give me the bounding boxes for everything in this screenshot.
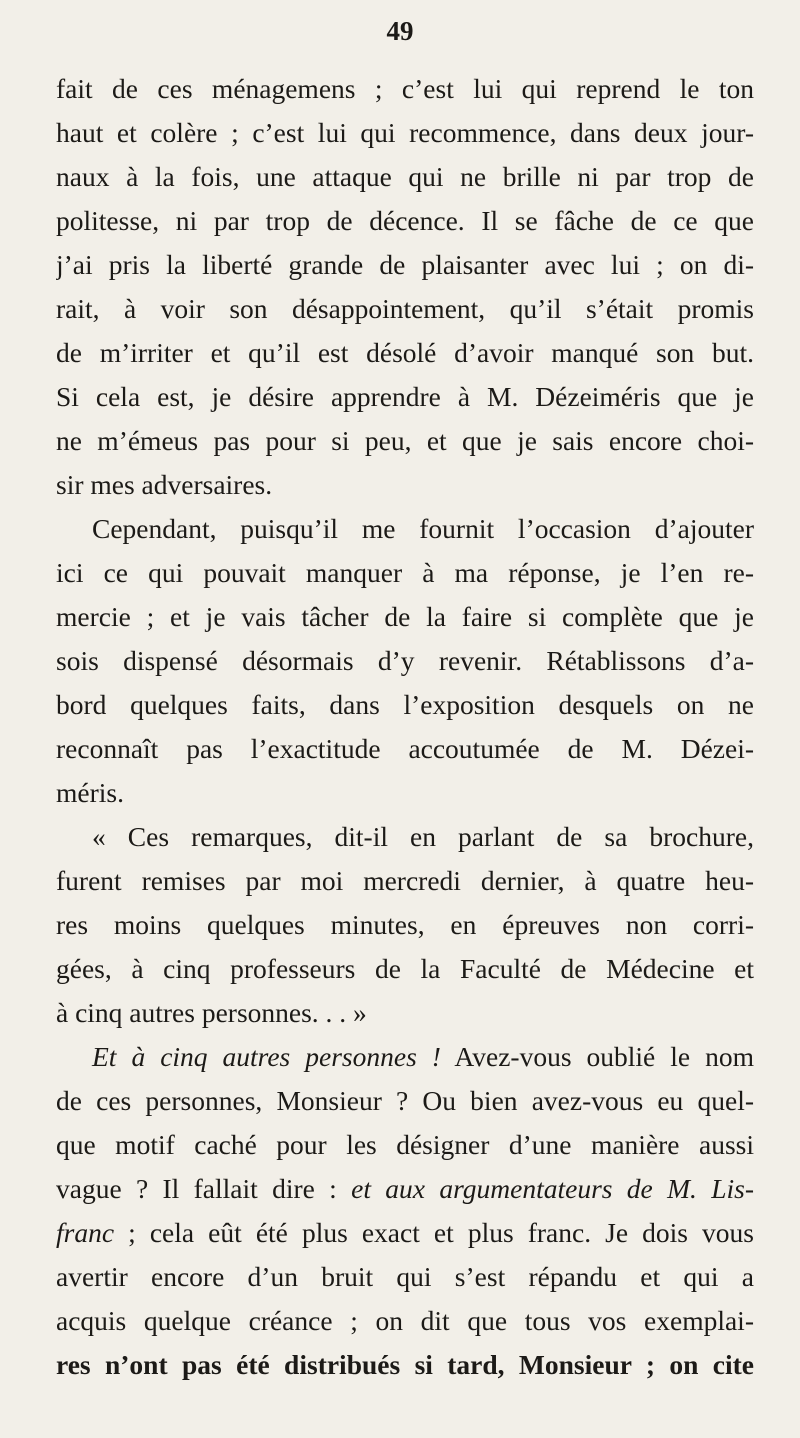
page-number: 49 xyxy=(386,16,414,46)
text-segment: vague ? Il fallait dire : xyxy=(56,1173,352,1204)
body-text xyxy=(56,67,754,1387)
text-line: politesse, ni par trop de décence. Il se fâche de ce que xyxy=(56,205,754,236)
text-line: avertir encore d’un bruit qui s’est répandu et qui a xyxy=(56,1261,754,1292)
text-line: sois dispensé désormais d’y revenir. Rétablissons d’a- xyxy=(56,645,754,676)
text-line: méris. xyxy=(56,777,124,808)
text-line: Si cela est, je désire apprendre à M. Dézeiméris que je xyxy=(56,381,754,412)
quote-line: à cinq autres personnes. . . » xyxy=(56,997,367,1028)
quote-line: « Ces remarques, dit-il en parlant de sa brochure, xyxy=(92,821,754,852)
text-line: que motif caché pour les désigner d’une manière aussi xyxy=(56,1129,754,1160)
text-line: de m’irriter et qu’il est désolé d’avoir manqué son but. xyxy=(56,337,754,368)
italic-phrase: et aux argumentateurs de M. Lis- xyxy=(351,1173,754,1204)
text-segment: ; cela eût été plus exact et plus franc. Je dois vous xyxy=(114,1217,754,1248)
text-line: Cependant, puisqu’il me fournit l’occasion d’ajouter xyxy=(92,513,754,544)
text-line: reconnaît pas l’exactitude accoutumée de M. Dézei- xyxy=(56,733,754,764)
text-line: mercie ; et je vais tâcher de la faire si complète que je xyxy=(56,601,754,632)
text-line xyxy=(56,1211,754,1255)
text-line: naux à la fois, une attaque qui ne brille ni par trop de xyxy=(56,161,754,192)
quote-line: furent remises par moi mercredi dernier, à quatre heu- xyxy=(56,865,754,896)
text-line: ici ce qui pouvait manquer à ma réponse, je l’en re- xyxy=(56,557,754,588)
text-line: j’ai pris la liberté grande de plaisanter avec lui ; on di- xyxy=(56,249,754,280)
quote-line: res moins quelques minutes, en épreuves non corri- xyxy=(56,909,754,940)
italic-phrase: franc xyxy=(56,1217,115,1248)
text-line: res n’ont pas été distribués si tard, Monsieur ; on cite xyxy=(56,1349,754,1380)
text-line: rait, à voir son désappointement, qu’il s’était promis xyxy=(56,293,754,324)
text-line: acquis quelque créance ; on dit que tous vos exemplai- xyxy=(56,1305,754,1336)
quote-line: gées, à cinq professeurs de la Faculté de Médecine et xyxy=(56,953,754,984)
text-line: fait de ces ménagemens ; c’est lui qui reprend le ton xyxy=(56,73,754,104)
text-line xyxy=(56,1167,754,1211)
italic-phrase: Et à cinq autres personnes ! xyxy=(92,1041,441,1072)
text-line: ne m’émeus pas pour si peu, et que je sais encore choi- xyxy=(56,425,754,456)
text-line xyxy=(56,1035,754,1079)
text-segment: Avez-vous oublié le nom xyxy=(440,1041,754,1072)
text-line: bord quelques faits, dans l’exposition desquels on ne xyxy=(56,689,754,720)
text-line: sir mes adversaires. xyxy=(56,469,273,500)
text-line: haut et colère ; c’est lui qui recommence, dans deux jour- xyxy=(56,117,754,148)
text-line: de ces personnes, Monsieur ? Ou bien avez-vous eu quel- xyxy=(56,1085,754,1116)
